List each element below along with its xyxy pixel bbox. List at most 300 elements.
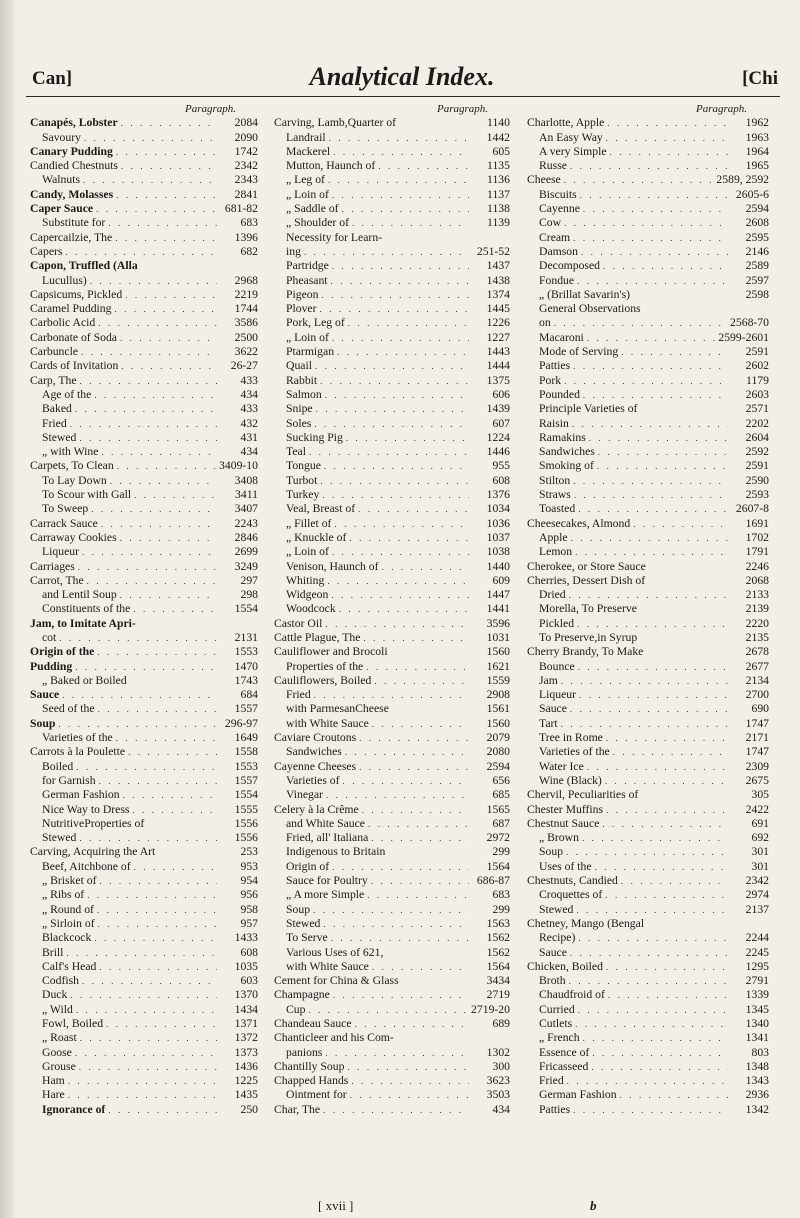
paragraph-number: 1747 — [745, 716, 769, 730]
paragraph-number: 684 — [240, 688, 258, 702]
paragraph-number: 1553 — [234, 759, 258, 773]
entry-term: Beef, Aitchbone of — [42, 859, 131, 873]
entry-term: Jam, to Imitate Apri- — [30, 616, 136, 630]
entry-term: Lucullus) — [42, 273, 87, 287]
index-entry — [527, 359, 769, 373]
paragraph-number: 1038 — [486, 545, 510, 559]
entry-term: for Garnish — [42, 773, 96, 787]
paragraph-number: 690 — [751, 702, 769, 716]
dot-leader — [59, 631, 217, 645]
entry-term: Ptarmigan — [286, 345, 335, 359]
dot-leader — [97, 645, 217, 659]
entry-term: Cream — [539, 230, 571, 244]
paragraph-number: 1564 — [486, 859, 510, 873]
entry-term: Vinegar — [286, 788, 323, 802]
paragraph-number: 1224 — [486, 430, 510, 444]
index-entry — [30, 459, 258, 473]
dot-leader — [339, 602, 469, 616]
dot-leader — [115, 231, 217, 245]
dot-leader — [613, 745, 728, 759]
paragraph-number: 1140 — [487, 116, 510, 130]
index-entry — [30, 688, 258, 702]
paragraph-number: 2342 — [234, 159, 258, 173]
index-entry — [527, 660, 769, 674]
paragraph-number: 1557 — [234, 702, 258, 716]
dot-leader — [70, 988, 217, 1002]
entry-term: Ignorance of — [42, 1102, 106, 1116]
paragraph-number: 1034 — [486, 502, 510, 516]
dot-leader — [372, 717, 469, 731]
entry-term: To Serve — [286, 931, 328, 945]
dot-leader — [108, 216, 217, 230]
entry-term: Constituents of the — [42, 602, 131, 616]
entry-term: Capercailzie, The — [30, 230, 113, 244]
index-entry — [30, 1017, 258, 1031]
entry-term: Lemon — [539, 545, 573, 559]
index-entry — [30, 431, 258, 445]
index-entry — [274, 173, 510, 187]
dot-leader — [304, 245, 469, 259]
index-entry — [274, 1074, 510, 1088]
entry-term: Cayenne Cheeses — [274, 759, 357, 773]
dot-leader — [577, 617, 728, 631]
entry-term: An Easy Way — [539, 130, 603, 144]
paragraph-number: 1559 — [486, 673, 510, 687]
paragraph-number: 2422 — [745, 802, 769, 816]
paragraph-number: 687 — [492, 816, 510, 830]
paragraph-number: 3434 — [486, 974, 510, 988]
index-entry — [30, 388, 258, 402]
paragraph-number: 3623 — [486, 1074, 510, 1088]
index-entry — [274, 974, 510, 988]
paragraph-number: 2719 — [486, 988, 510, 1002]
entry-term: „ Ribs of — [42, 888, 85, 902]
paragraph-number: 1555 — [234, 802, 258, 816]
paragraph-number: 2936 — [745, 1088, 769, 1102]
dot-leader — [78, 560, 217, 574]
index-entry — [30, 474, 258, 488]
dot-leader — [574, 488, 728, 502]
dot-leader — [351, 1074, 469, 1088]
index-entry — [30, 531, 258, 545]
entry-term: Recipe) — [539, 931, 576, 945]
dot-leader — [606, 131, 728, 145]
entry-term: Castor Oil — [274, 616, 323, 630]
dot-leader — [100, 874, 217, 888]
index-entry — [30, 374, 258, 388]
paragraph-number: 1442 — [486, 130, 510, 144]
index-entry — [527, 517, 769, 531]
dot-leader — [367, 888, 469, 902]
entry-term: Cup — [286, 1002, 306, 1016]
entry-term: Sandwiches — [539, 445, 595, 459]
entry-term: Teal — [286, 445, 306, 459]
paragraph-number: 2974 — [745, 888, 769, 902]
dot-leader — [58, 717, 217, 731]
paragraph-number: 683 — [492, 888, 510, 902]
paragraph-number: 2595 — [745, 230, 769, 244]
index-entry — [274, 274, 510, 288]
dot-leader — [106, 1017, 217, 1031]
paragraph-number: 2137 — [745, 902, 769, 916]
paragraph-number: 296-97 — [224, 716, 258, 730]
index-entry — [30, 717, 258, 731]
dot-leader — [606, 803, 728, 817]
index-entry — [274, 617, 510, 631]
dot-leader — [328, 173, 469, 187]
paragraph-number: 2599-2601 — [718, 330, 769, 344]
index-entry — [274, 345, 510, 359]
entry-term: Cattle Plague, The — [274, 630, 361, 644]
entry-term: Caviare Croutons — [274, 731, 357, 745]
paragraph-number: 1440 — [486, 559, 510, 573]
dot-leader — [94, 931, 217, 945]
dot-leader — [120, 331, 217, 345]
entry-term: Fried, all' Italiana — [286, 831, 369, 845]
paragraph-number: 957 — [240, 916, 258, 930]
index-entry — [527, 488, 769, 502]
index-entry — [527, 717, 769, 731]
paragraph-number: 433 — [240, 373, 258, 387]
index-entry — [30, 588, 258, 602]
index-entry — [527, 1088, 769, 1102]
dot-leader — [359, 760, 469, 774]
entry-term: Cutlets — [539, 1017, 573, 1030]
dot-leader — [110, 474, 217, 488]
paragraph-number: 1562 — [486, 945, 510, 959]
entry-term: Age of the — [42, 387, 92, 401]
entry-term: with White Sauce — [286, 716, 369, 730]
paragraph-number: 2972 — [486, 831, 510, 845]
index-entry — [30, 831, 258, 845]
entry-term: Decomposed — [539, 259, 601, 273]
entry-term: Soup — [539, 845, 564, 859]
dot-leader — [571, 531, 728, 545]
index-entry — [30, 574, 258, 588]
index-entry — [30, 202, 258, 216]
paragraph-number: 608 — [240, 945, 258, 959]
entry-term: Apple — [539, 530, 568, 544]
entry-term: Fowl, Boiled — [42, 1017, 104, 1030]
dot-leader — [94, 388, 217, 402]
dot-leader — [332, 860, 469, 874]
entry-term: Walnuts — [42, 173, 81, 187]
dot-leader — [62, 688, 217, 702]
paragraph-number: 2607-8 — [735, 502, 769, 516]
index-entry — [274, 402, 510, 416]
dot-leader — [315, 359, 469, 373]
index-entry — [30, 131, 258, 145]
paragraph-number: 1447 — [486, 588, 510, 602]
index-entry — [30, 288, 258, 302]
entry-term: Soup — [30, 716, 56, 730]
index-entry — [527, 860, 769, 874]
entry-term: Brill — [42, 945, 64, 959]
entry-term: Capers — [30, 244, 63, 258]
entry-term: Carriages — [30, 559, 75, 573]
index-entry — [274, 1060, 510, 1074]
page-folio: [ xvii ] — [318, 1198, 354, 1213]
entry-term: Smoking of — [539, 459, 594, 473]
paragraph-number: 1373 — [234, 1045, 258, 1059]
paragraph-number: 1444 — [486, 359, 510, 373]
dot-leader — [121, 116, 217, 130]
paragraph-number: 2571 — [745, 402, 769, 416]
entry-term: and White Sauce — [286, 816, 365, 830]
index-entry — [527, 131, 769, 145]
index-entry — [274, 202, 510, 216]
index-entry — [274, 560, 510, 574]
entry-term: Carrack Sauce — [30, 516, 98, 530]
entry-term: Carrot, The — [30, 573, 84, 587]
dot-leader — [564, 374, 728, 388]
dot-leader — [366, 660, 469, 674]
paragraph-number: 1226 — [486, 316, 510, 330]
dot-leader — [87, 574, 217, 588]
paragraph-number: 2343 — [234, 173, 258, 187]
index-entry — [274, 717, 510, 731]
index-entry — [30, 502, 258, 516]
paragraph-number: 1139 — [487, 216, 510, 230]
paragraph-number: 433 — [240, 402, 258, 416]
paragraph-number: 2593 — [745, 488, 769, 502]
paragraph-number: 2841 — [234, 187, 258, 201]
dot-leader — [589, 431, 728, 445]
index-entry — [274, 231, 510, 245]
paragraph-number: 2246 — [745, 559, 769, 573]
paragraph-number: 1179 — [746, 373, 769, 387]
paragraph-number: 2591 — [745, 345, 769, 359]
index-entry — [30, 917, 258, 931]
paragraph-number: 1433 — [234, 931, 258, 945]
paragraph-number: 2677 — [745, 659, 769, 673]
entry-term: Tongue — [286, 459, 321, 473]
index-entry — [527, 259, 769, 273]
dot-leader — [116, 145, 217, 159]
entry-term: Pudding — [30, 659, 73, 673]
entry-term: German Fashion — [42, 788, 120, 802]
dot-leader — [358, 502, 469, 516]
index-entry — [30, 1046, 258, 1060]
entry-term: Goose — [42, 1045, 72, 1059]
index-entry — [274, 502, 510, 516]
paragraph-number: 300 — [492, 1059, 510, 1073]
dot-leader — [97, 903, 217, 917]
paragraph-number: 2568-70 — [730, 316, 769, 330]
index-entry — [274, 574, 510, 588]
paragraph-number: 432 — [240, 416, 258, 430]
dot-leader — [573, 1103, 728, 1117]
paragraph-number: 656 — [492, 773, 510, 787]
index-entry — [527, 374, 769, 388]
dot-leader — [68, 1088, 217, 1102]
index-entry — [527, 888, 769, 902]
index-entry — [30, 274, 258, 288]
dot-leader — [79, 1060, 217, 1074]
index-entry — [274, 431, 510, 445]
dot-leader — [120, 531, 217, 545]
dot-leader — [83, 173, 217, 187]
paragraph-number: 2602 — [745, 359, 769, 373]
index-entry — [30, 874, 258, 888]
index-entry — [30, 417, 258, 431]
entry-term: „ Roast — [42, 1031, 77, 1045]
paragraph-number: 1437 — [486, 259, 510, 273]
index-entry — [30, 316, 258, 330]
index-entry — [527, 302, 769, 316]
dot-leader — [583, 1031, 728, 1045]
index-entry — [527, 588, 769, 602]
index-entry — [274, 316, 510, 330]
index-column-2 — [274, 102, 510, 1117]
running-header — [26, 62, 778, 92]
paragraph-number: 3596 — [486, 616, 510, 630]
index-entry — [274, 1017, 510, 1031]
index-entry — [30, 617, 258, 631]
entry-term: Broth — [539, 974, 566, 988]
paragraph-number: 2968 — [234, 273, 258, 287]
index-entry — [274, 145, 510, 159]
dot-leader — [371, 874, 469, 888]
index-entry — [274, 331, 510, 345]
entry-term: Tart — [539, 716, 558, 730]
index-entry — [274, 588, 510, 602]
paragraph-number: 3411 — [235, 488, 258, 502]
dot-leader — [598, 445, 728, 459]
index-entry — [274, 845, 510, 859]
dot-leader — [363, 631, 469, 645]
index-entry — [274, 903, 510, 917]
paragraph-number: 1743 — [234, 673, 258, 687]
dot-leader — [133, 602, 217, 616]
paragraph-number: 2146 — [745, 244, 769, 258]
index-entry — [527, 145, 769, 159]
index-entry — [30, 1060, 258, 1074]
paragraph-number: 1649 — [234, 731, 258, 745]
index-entry — [527, 1060, 769, 1074]
entry-term: Jam — [539, 673, 558, 687]
entry-term: „ Brown — [539, 831, 579, 845]
entry-term: Cow — [539, 216, 562, 230]
dot-leader — [578, 1003, 728, 1017]
paragraph-number: 686-87 — [476, 874, 510, 888]
paragraph-number: 2134 — [745, 673, 769, 687]
entry-term: Stewed — [539, 902, 574, 916]
index-entry — [274, 702, 510, 716]
entry-term: Varieties of the — [539, 745, 610, 759]
entry-term: Cauliflowers, Boiled — [274, 673, 372, 687]
entry-term: Pickled — [539, 616, 575, 630]
paragraph-number: 2700 — [745, 688, 769, 702]
index-entry — [527, 1017, 769, 1031]
dot-leader — [573, 231, 728, 245]
index-entry — [527, 474, 769, 488]
entry-term: „ Loin of — [286, 545, 329, 559]
entry-term: „ Saddle of — [286, 202, 339, 216]
index-entry — [30, 760, 258, 774]
index-entry — [30, 1088, 258, 1102]
entry-term: Curried — [539, 1002, 575, 1016]
index-entry — [30, 231, 258, 245]
index-entry — [527, 931, 769, 945]
index-entry — [30, 216, 258, 230]
paragraph-number: 1345 — [745, 1002, 769, 1016]
paragraph-number: 1791 — [745, 545, 769, 559]
entry-term: Sauce — [30, 688, 60, 702]
dot-leader — [98, 316, 217, 330]
entry-term: „ with Wine — [42, 445, 99, 459]
dot-leader — [320, 474, 469, 488]
paragraph-number: 305 — [751, 788, 769, 802]
index-entry — [527, 817, 769, 831]
dot-leader — [132, 803, 217, 817]
entry-term: Chetney, Mango (Bengal — [527, 916, 645, 930]
index-entry — [527, 116, 769, 130]
paragraph-number: 1434 — [234, 1002, 258, 1016]
dot-leader — [633, 517, 728, 531]
dot-leader — [329, 131, 469, 145]
index-entry — [30, 702, 258, 716]
dot-leader — [569, 974, 728, 988]
dot-leader — [333, 145, 469, 159]
dot-leader — [333, 988, 469, 1002]
entry-term: Chanticleer and his Com- — [274, 1031, 394, 1045]
paragraph-number: 685 — [492, 788, 510, 802]
index-entry — [527, 788, 769, 802]
paragraph-number: 253 — [240, 845, 258, 859]
index-entry — [30, 1003, 258, 1017]
entry-term: To Scour with Gall — [42, 488, 132, 502]
dot-leader — [82, 545, 217, 559]
entry-term: Macaroni — [539, 330, 584, 344]
entry-term: Morella, To Preserve — [539, 602, 637, 616]
paragraph-number: 2220 — [745, 616, 769, 630]
entry-term: Biscuits — [539, 187, 577, 201]
entry-term: Uses of the — [539, 859, 592, 873]
entry-term: Cherries, Dessert Dish of — [527, 573, 646, 587]
index-entry — [30, 631, 258, 645]
entry-term: Liqueur — [42, 545, 79, 559]
entry-term: Canary Pudding — [30, 144, 113, 158]
index-entry — [274, 1031, 510, 1045]
paragraph-number: 1438 — [486, 273, 510, 287]
paragraph-number: 2908 — [486, 688, 510, 702]
index-entry — [30, 660, 258, 674]
dot-leader — [84, 131, 217, 145]
entry-term: Soles — [286, 416, 312, 430]
paragraph-number: 953 — [240, 859, 258, 873]
header-rule — [26, 96, 780, 97]
index-entry — [274, 259, 510, 273]
entry-term: Chestnut Sauce — [527, 816, 600, 830]
index-entry — [274, 545, 510, 559]
entry-term: „ Round of — [42, 902, 94, 916]
entry-term: Caper Sauce — [30, 202, 94, 216]
index-entry — [274, 131, 510, 145]
entry-term: „ Knuckle of — [286, 530, 347, 544]
dot-leader — [378, 159, 469, 173]
index-entry — [527, 688, 769, 702]
paragraph-number: 2243 — [234, 516, 258, 530]
paragraph-number: 3407 — [234, 502, 258, 516]
paragraph-number: 1691 — [745, 516, 769, 530]
index-entry — [527, 188, 769, 202]
dot-leader — [79, 831, 217, 845]
dot-leader — [320, 374, 469, 388]
dot-leader — [116, 188, 217, 202]
paragraph-number: 2846 — [234, 530, 258, 544]
entry-term: „ French — [539, 1031, 580, 1045]
